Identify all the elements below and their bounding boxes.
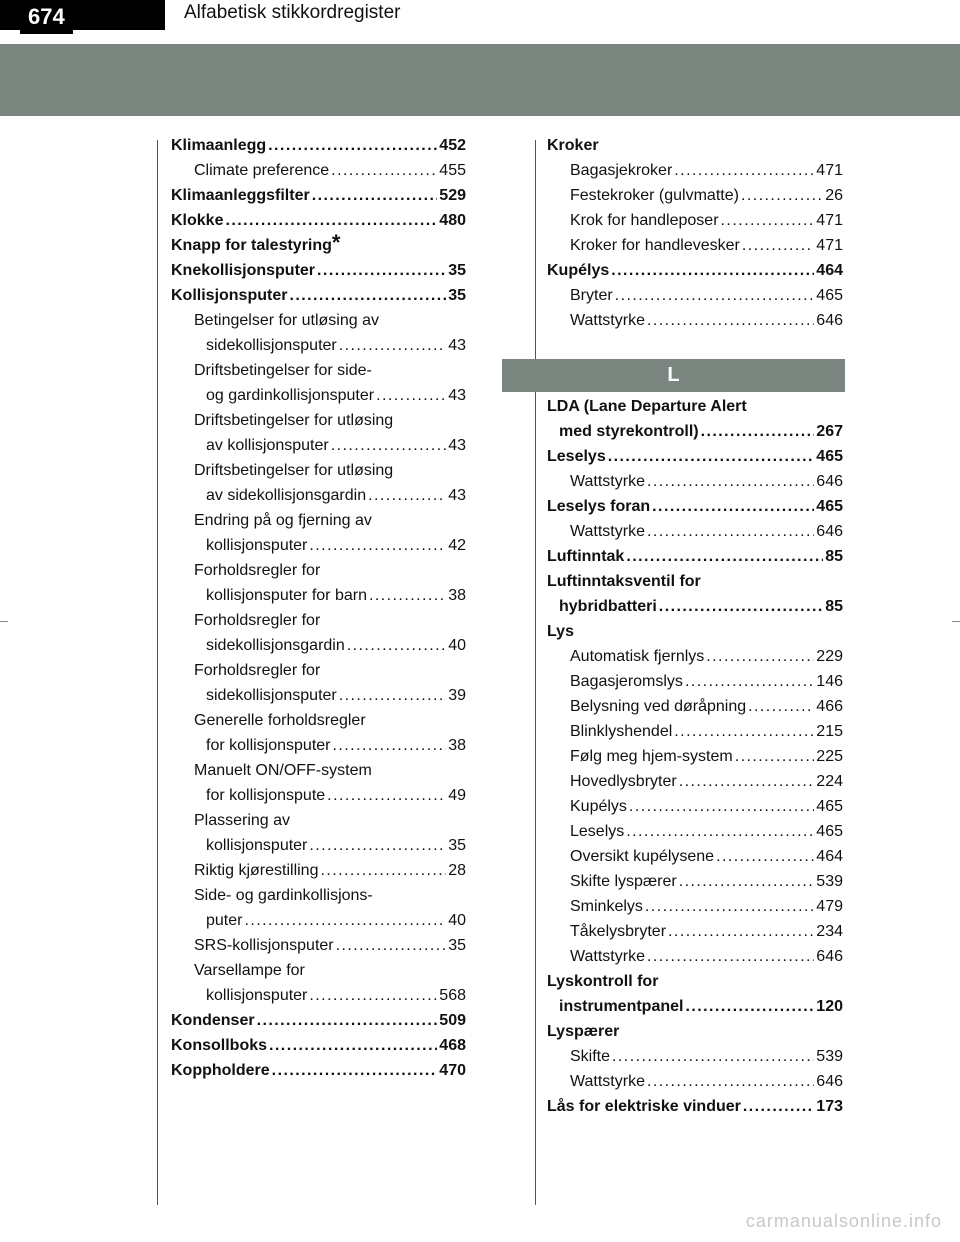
index-entry-page: 35 xyxy=(448,262,466,279)
index-entry xyxy=(547,969,843,994)
index-entry-term: sidekollisjonsputer xyxy=(206,337,337,354)
watermark: carmanualsonline.info xyxy=(745,1211,942,1231)
index-entry-term: Lås for elektriske vinduer xyxy=(547,1098,741,1115)
index-entry xyxy=(171,983,466,1008)
index-entry xyxy=(171,483,466,508)
index-entry-page: 229 xyxy=(816,648,843,665)
dot-leader xyxy=(647,944,814,969)
index-entry-term: Kollisjonsputer xyxy=(171,287,288,304)
index-entry-page: 85 xyxy=(825,548,843,565)
index-entry-term: Leselys xyxy=(547,448,606,465)
dot-leader xyxy=(742,233,814,258)
dot-leader xyxy=(612,1044,814,1069)
index-entry-term: Sminkelys xyxy=(570,898,643,915)
index-entry-page: 42 xyxy=(448,537,466,554)
dot-leader xyxy=(629,794,814,819)
index-entry xyxy=(171,883,466,908)
index-entry-page: 43 xyxy=(448,387,466,404)
index-entry-page: 28 xyxy=(448,862,466,879)
index-entry xyxy=(547,1069,843,1094)
dot-leader xyxy=(268,133,437,158)
index-entry-term: Kroker xyxy=(547,137,599,154)
index-entry-page: 35 xyxy=(448,937,466,954)
index-entry xyxy=(547,494,843,519)
column-rule-middle xyxy=(535,140,536,1205)
index-entry-term: Plassering av xyxy=(194,812,291,829)
index-entry xyxy=(171,508,466,533)
index-entry-term: Forholdsregler for xyxy=(194,612,321,629)
index-entry xyxy=(171,258,466,283)
index-entry-page: 455 xyxy=(439,162,466,179)
dot-leader xyxy=(626,544,823,569)
index-entry-term: Krok for handleposer xyxy=(570,212,719,229)
index-entry xyxy=(171,408,466,433)
index-entry-term: Klimaanleggsfilter xyxy=(171,187,310,204)
index-entry-page: 466 xyxy=(816,698,843,715)
index-entry xyxy=(547,794,843,819)
index-entry-term: Bagasjeromslys xyxy=(570,673,683,690)
dot-leader xyxy=(674,158,814,183)
index-entry xyxy=(171,933,466,958)
index-entry xyxy=(171,808,466,833)
index-entry-page: 509 xyxy=(439,1012,466,1029)
index-entry-term: Kroker for handlevesker xyxy=(570,237,740,254)
dot-leader xyxy=(376,383,446,408)
index-entry-term: Bagasjekroker xyxy=(570,162,673,179)
dot-leader xyxy=(668,919,814,944)
index-entry xyxy=(547,644,843,669)
index-entry-page: 224 xyxy=(816,773,843,790)
index-entry-term: kollisjonsputer for barn xyxy=(206,587,367,604)
dot-leader xyxy=(743,1094,814,1119)
dot-leader xyxy=(309,533,446,558)
index-entry-term: Luftinntak xyxy=(547,548,625,565)
index-entry-term: Driftsbetingelser for utløsing xyxy=(194,412,394,429)
index-entry xyxy=(547,419,843,444)
index-entry xyxy=(547,844,843,869)
dot-leader xyxy=(685,669,814,694)
dot-leader xyxy=(369,583,446,608)
letter-heading: L xyxy=(502,359,845,392)
index-entry-page: 646 xyxy=(816,948,843,965)
dot-leader xyxy=(320,858,446,883)
index-entry-term: kollisjonsputer xyxy=(206,987,308,1004)
dot-leader xyxy=(331,433,446,458)
index-entry xyxy=(547,183,843,208)
crop-mark-right xyxy=(952,621,960,622)
index-entry-term: LDA (Lane Departure Alert xyxy=(547,398,747,415)
index-entry-term: Følg meg hjem-system xyxy=(570,748,733,765)
index-entry-page: 479 xyxy=(816,898,843,915)
index-entry-page: 35 xyxy=(448,287,466,304)
index-entry-term: Betingelser for utløsing av xyxy=(194,312,379,329)
index-entry xyxy=(171,758,466,783)
index-entry-page: 568 xyxy=(439,987,466,1004)
index-entry-term: Blinklyshendel xyxy=(570,723,673,740)
dot-leader xyxy=(289,283,446,308)
index-entry xyxy=(547,669,843,694)
dot-leader xyxy=(309,833,446,858)
index-entry-page: 471 xyxy=(816,212,843,229)
index-entry-page: 529 xyxy=(439,187,466,204)
index-entry-term: Lys xyxy=(547,623,574,640)
index-column-right-top xyxy=(547,133,843,333)
index-entry-term: Hovedlysbryter xyxy=(570,773,677,790)
index-entry-page: 38 xyxy=(448,587,466,604)
index-entry-page: 215 xyxy=(816,723,843,740)
index-entry-term: Skifte lyspærer xyxy=(570,873,677,890)
index-entry xyxy=(171,558,466,583)
index-entry-page: 267 xyxy=(816,423,843,440)
index-entry-term: Oversikt kupélysene xyxy=(570,848,715,865)
index-entry xyxy=(547,519,843,544)
index-entry-page: 35 xyxy=(448,837,466,854)
dot-leader xyxy=(685,994,814,1019)
index-entry-term: Endring på og fjerning av xyxy=(194,512,372,529)
index-entry-term: Lyspærer xyxy=(547,1023,620,1040)
crop-mark-left xyxy=(0,621,8,622)
index-entry-page: 43 xyxy=(448,337,466,354)
index-entry xyxy=(547,1019,843,1044)
dot-leader xyxy=(347,633,446,658)
dot-leader xyxy=(331,158,437,183)
index-entry xyxy=(547,308,843,333)
index-entry-term: Driftsbetingelser for utløsing xyxy=(194,462,394,479)
index-entry xyxy=(171,1058,466,1083)
index-entry xyxy=(171,208,466,233)
index-entry-page: 464 xyxy=(816,262,843,279)
index-entry-page: 646 xyxy=(816,312,843,329)
index-entry-term: Belysning ved døråpning xyxy=(570,698,747,715)
dot-leader xyxy=(244,908,446,933)
dot-leader xyxy=(626,819,814,844)
index-entry-term: Wattstyrke xyxy=(570,523,645,540)
index-entry-term: Knapp for talestyring xyxy=(171,237,332,254)
dot-leader xyxy=(269,1033,437,1058)
section-title: Alfabetisk stikkordregister xyxy=(184,2,401,23)
dot-leader xyxy=(735,744,815,769)
index-entry-term: for kollisjonsputer xyxy=(206,737,331,754)
index-entry-term: Tåkelysbryter xyxy=(570,923,667,940)
index-entry xyxy=(547,919,843,944)
index-entry-term: Kupélys xyxy=(570,798,627,815)
index-entry-term: Knekollisjonsputer xyxy=(171,262,316,279)
dot-leader xyxy=(674,719,814,744)
index-entry-term: Kondenser xyxy=(171,1012,255,1029)
index-entry-page: 40 xyxy=(448,637,466,654)
index-entry-term: og gardinkollisjonsputer xyxy=(206,387,375,404)
index-entry-page: 173 xyxy=(816,1098,843,1115)
index-entry xyxy=(547,233,843,258)
index-entry-page: 465 xyxy=(816,823,843,840)
index-entry-page: 539 xyxy=(816,1048,843,1065)
index-entry-term: Wattstyrke xyxy=(570,473,645,490)
index-entry-page: 646 xyxy=(816,523,843,540)
index-entry-page: 39 xyxy=(448,687,466,704)
index-entry xyxy=(547,719,843,744)
index-entry-page: 468 xyxy=(439,1037,466,1054)
index-entry xyxy=(171,658,466,683)
index-entry xyxy=(171,358,466,383)
dot-leader xyxy=(368,483,446,508)
index-entry-term: for kollisjonspute xyxy=(206,787,326,804)
index-entry xyxy=(547,469,843,494)
dot-leader xyxy=(679,769,815,794)
index-entry-page: 26 xyxy=(825,187,843,204)
dot-leader xyxy=(706,644,814,669)
dot-leader xyxy=(608,444,815,469)
index-entry-page: 234 xyxy=(816,923,843,940)
dot-leader xyxy=(741,183,823,208)
index-entry xyxy=(547,208,843,233)
index-entry-term: Kupélys xyxy=(547,262,610,279)
index-entry-page: 464 xyxy=(816,848,843,865)
index-entry-page: 146 xyxy=(816,673,843,690)
index-entry xyxy=(171,308,466,333)
index-entry-term: Generelle forholdsregler xyxy=(194,712,366,729)
index-entry-page: 120 xyxy=(816,998,843,1015)
index-entry xyxy=(171,333,466,358)
index-entry xyxy=(547,1094,843,1119)
index-entry xyxy=(547,569,843,594)
index-entry-term: med styrekontroll) xyxy=(559,423,699,440)
dot-leader xyxy=(647,1069,814,1094)
index-entry-page: 43 xyxy=(448,437,466,454)
index-entry xyxy=(171,133,466,158)
index-entry-term: Konsollboks xyxy=(171,1037,268,1054)
index-entry xyxy=(547,1044,843,1069)
index-entry xyxy=(547,594,843,619)
index-entry xyxy=(171,458,466,483)
dot-leader xyxy=(339,683,446,708)
index-entry xyxy=(171,683,466,708)
index-entry xyxy=(547,694,843,719)
dot-leader xyxy=(312,183,438,208)
index-entry-term: Klokke xyxy=(171,212,224,229)
index-entry xyxy=(171,783,466,808)
dot-leader xyxy=(327,783,446,808)
index-entry xyxy=(547,258,843,283)
index-entry-page: 465 xyxy=(816,287,843,304)
index-entry xyxy=(547,283,843,308)
index-entry xyxy=(547,944,843,969)
index-entry xyxy=(171,1033,466,1058)
dot-leader xyxy=(721,208,815,233)
dot-leader xyxy=(701,419,815,444)
index-entry xyxy=(171,608,466,633)
index-entry-page: 646 xyxy=(816,1073,843,1090)
index-entry-term: Driftsbetingelser for side- xyxy=(194,362,372,379)
index-entry xyxy=(171,958,466,983)
index-entry-page: 465 xyxy=(816,798,843,815)
index-entry: Knapp for talestyring * xyxy=(171,233,466,258)
index-entry-term: av kollisjonsputer xyxy=(206,437,329,454)
index-entry xyxy=(171,158,466,183)
index-entry-term: Leselys foran xyxy=(547,498,651,515)
index-entry xyxy=(547,133,843,158)
index-entry xyxy=(171,583,466,608)
column-rule-left xyxy=(157,140,158,1205)
dot-leader xyxy=(317,258,446,283)
index-entry-term: kollisjonsputer xyxy=(206,537,308,554)
index-entry-term: Forholdsregler for xyxy=(194,562,321,579)
index-entry-page: 85 xyxy=(825,598,843,615)
dot-leader xyxy=(339,333,446,358)
index-entry-term: Skifte xyxy=(570,1048,611,1065)
index-entry xyxy=(547,619,843,644)
index-entry xyxy=(547,444,843,469)
index-entry-page: 38 xyxy=(448,737,466,754)
dot-leader xyxy=(716,844,814,869)
index-entry xyxy=(547,394,843,419)
index-entry-page: 43 xyxy=(448,487,466,504)
index-entry-term: Riktig kjørestilling xyxy=(194,862,319,879)
dot-leader xyxy=(272,1058,438,1083)
dot-leader xyxy=(309,983,437,1008)
dot-leader xyxy=(647,519,814,544)
page-number: 674 xyxy=(20,0,73,34)
dot-leader xyxy=(652,494,814,519)
index-entry-term: puter xyxy=(206,912,243,929)
index-entry-term: sidekollisjonsgardin xyxy=(206,637,345,654)
index-entry-page: 465 xyxy=(816,498,843,515)
index-entry-page: 49 xyxy=(448,787,466,804)
index-entry xyxy=(171,383,466,408)
index-entry xyxy=(547,769,843,794)
index-entry-term: Wattstyrke xyxy=(570,312,645,329)
index-entry-term: Lyskontroll for xyxy=(547,973,659,990)
dot-leader xyxy=(748,694,814,719)
index-entry xyxy=(171,433,466,458)
index-entry xyxy=(171,183,466,208)
index-entry xyxy=(171,833,466,858)
index-entry-term: instrumentpanel xyxy=(559,998,684,1015)
index-entry xyxy=(171,908,466,933)
index-entry-term: Climate preference xyxy=(194,162,330,179)
index-entry-term: sidekollisjonsputer xyxy=(206,687,337,704)
index-entry-term: Klimaanlegg xyxy=(171,137,267,154)
index-entry xyxy=(171,633,466,658)
index-entry-term: Leselys xyxy=(570,823,625,840)
dot-leader xyxy=(333,733,447,758)
index-entry xyxy=(547,869,843,894)
index-entry-term: Wattstyrke xyxy=(570,948,645,965)
index-entry-page: 471 xyxy=(816,237,843,254)
dot-leader xyxy=(336,933,447,958)
index-entry-term: SRS-kollisjonsputer xyxy=(194,937,334,954)
index-entry-page: 471 xyxy=(816,162,843,179)
dot-leader xyxy=(659,594,823,619)
index-entry-page: 465 xyxy=(816,448,843,465)
index-entry xyxy=(547,819,843,844)
index-entry xyxy=(171,283,466,308)
dot-leader xyxy=(257,1008,438,1033)
index-entry-term: Side- og gardinkollisjons- xyxy=(194,887,373,904)
index-entry-term: Bryter xyxy=(570,287,613,304)
index-entry xyxy=(171,708,466,733)
dot-leader xyxy=(645,894,814,919)
index-entry xyxy=(171,858,466,883)
index-entry xyxy=(171,1008,466,1033)
dot-leader xyxy=(611,258,814,283)
index-entry-term: Luftinntaksventil for xyxy=(547,573,701,590)
header-band xyxy=(0,44,960,116)
index-entry-page: 480 xyxy=(439,212,466,229)
index-entry-page: 539 xyxy=(816,873,843,890)
index-column-right-bottom xyxy=(547,394,843,1119)
index-entry-term: Manuelt ON/OFF-system xyxy=(194,762,372,779)
dot-leader xyxy=(679,869,815,894)
index-entry xyxy=(547,544,843,569)
index-entry-page: 225 xyxy=(816,748,843,765)
index-entry-term: Festekroker (gulvmatte) xyxy=(570,187,739,204)
index-column-left xyxy=(171,133,466,1083)
index-entry-term: kollisjonsputer xyxy=(206,837,308,854)
dot-leader xyxy=(647,308,814,333)
index-entry xyxy=(547,994,843,1019)
index-entry xyxy=(547,894,843,919)
index-entry-term: Koppholdere xyxy=(171,1062,270,1079)
index-entry-term: av sidekollisjonsgardin xyxy=(206,487,367,504)
dot-leader xyxy=(647,469,814,494)
index-entry xyxy=(547,744,843,769)
index-entry-term: hybridbatteri xyxy=(559,598,657,615)
index-entry-page: 646 xyxy=(816,473,843,490)
index-entry xyxy=(171,533,466,558)
index-entry-term: Varsellampe for xyxy=(194,962,305,979)
index-entry xyxy=(547,158,843,183)
index-entry-page: 40 xyxy=(448,912,466,929)
index-entry-page: 452 xyxy=(439,137,466,154)
index-entry xyxy=(171,733,466,758)
index-entry-term: Automatisk fjernlys xyxy=(570,648,705,665)
index-entry-page: 470 xyxy=(439,1062,466,1079)
index-entry-term: Forholdsregler for xyxy=(194,662,321,679)
index-entry-term: Wattstyrke xyxy=(570,1073,645,1090)
dot-leader xyxy=(615,283,815,308)
